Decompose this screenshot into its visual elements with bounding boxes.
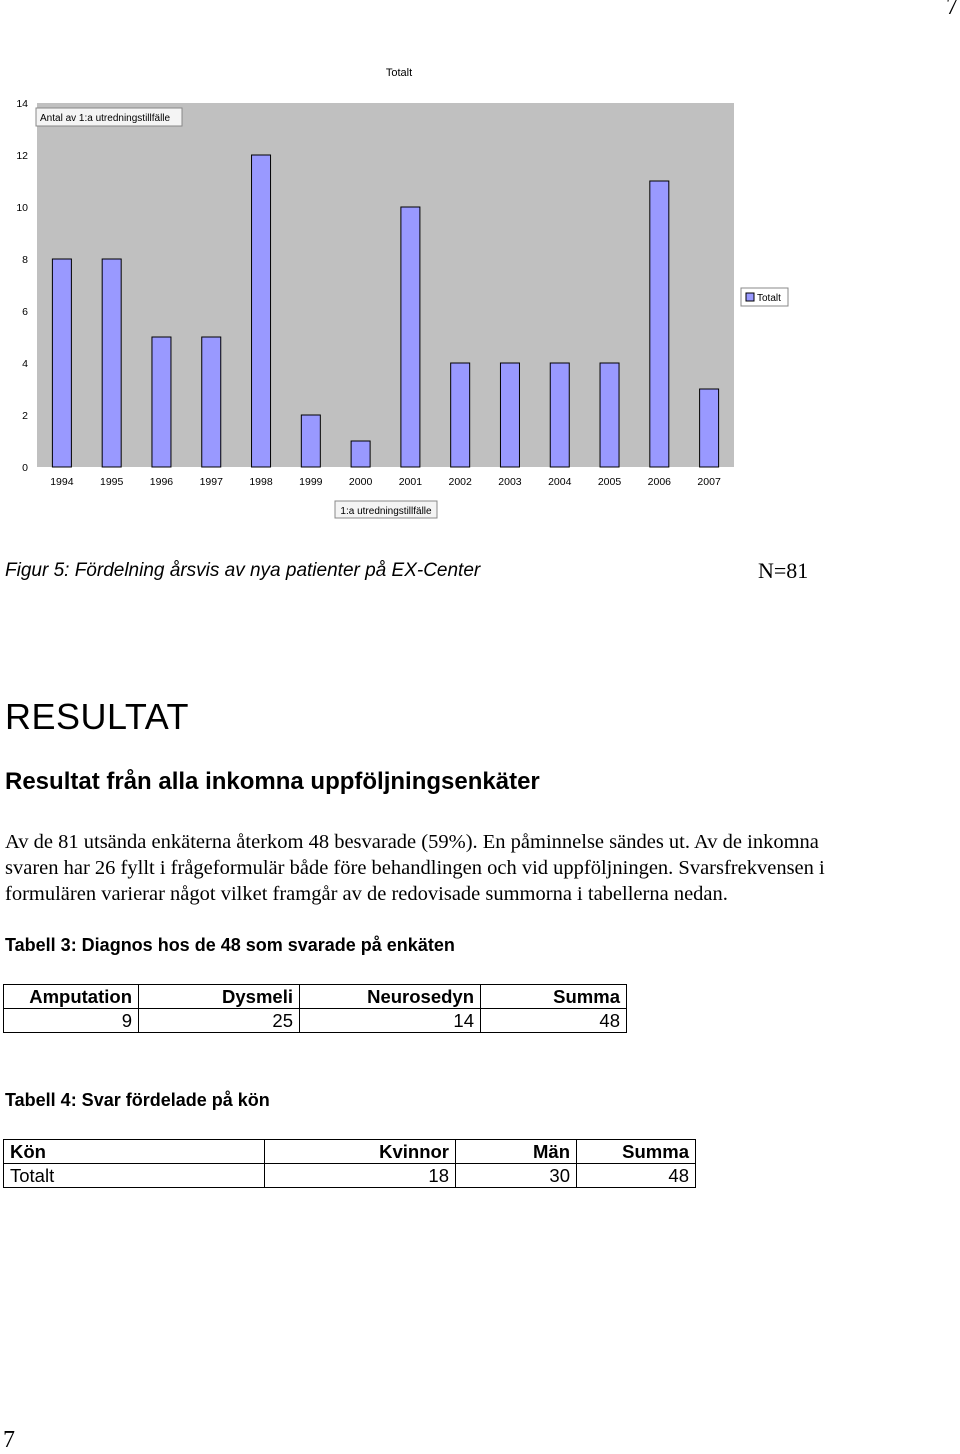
y-tick-label: 8 <box>22 254 28 266</box>
table-row <box>4 1164 696 1188</box>
plot-area <box>37 103 734 467</box>
table-header-cell: Kvinnor <box>265 1140 456 1164</box>
table3 <box>3 984 627 1033</box>
bar <box>451 363 470 467</box>
table-cell: 14 <box>300 1009 481 1033</box>
x-tick-label: 1995 <box>99 476 124 488</box>
bar <box>500 363 519 467</box>
paragraph-line: svaren har 26 fyllt i frågeformulär både före behandlingen och vid uppföljningen. Svarsfrekvensen i <box>5 857 825 879</box>
bar <box>401 207 420 467</box>
table-cell: Totalt <box>4 1164 265 1188</box>
x-tick-label: 2001 <box>398 476 423 488</box>
table4 <box>3 1139 696 1188</box>
field-button-label: Antal av 1:a utredningstillfälle <box>40 113 171 124</box>
bar <box>102 259 121 467</box>
section-subheading: Resultat från alla inkomna uppföljningsenkäter <box>5 768 540 795</box>
table-header-cell: Män <box>456 1140 577 1164</box>
page-number-top: 7 <box>946 0 958 20</box>
table-cell: 30 <box>456 1164 577 1188</box>
bar <box>301 415 320 467</box>
table-header-cell: Dysmeli <box>139 985 300 1009</box>
table-header-cell: Neurosedyn <box>300 985 481 1009</box>
legend-label: Totalt <box>757 293 781 304</box>
table-cell: 18 <box>265 1164 456 1188</box>
paragraph-line: Av de 81 utsända enkäterna återkom 48 besvarade (59%). En påminnelse sändes ut. Av de inkomna <box>5 831 819 853</box>
bar <box>700 389 719 467</box>
x-tick-label: 2006 <box>647 476 672 488</box>
table-cell: 48 <box>577 1164 696 1188</box>
bar <box>252 155 271 467</box>
legend-swatch <box>746 293 754 301</box>
results-paragraph <box>5 829 945 907</box>
bar <box>650 181 669 467</box>
bar <box>550 363 569 467</box>
bar <box>202 337 221 467</box>
page-number-bottom: 7 <box>3 1427 15 1453</box>
paragraph-line: formulären varierar något vilket framgår av de redovisade summorna i tabellerna nedan. <box>5 883 728 905</box>
x-tick-label: 2005 <box>597 476 622 488</box>
section-heading: RESULTAT <box>5 696 190 737</box>
y-tick-label: 14 <box>16 98 28 110</box>
y-tick-label: 2 <box>22 410 28 422</box>
x-tick-label: 2003 <box>498 476 522 488</box>
x-tick-label: 2000 <box>348 476 373 488</box>
figure-caption: Figur 5: Fördelning årsvis av nya patienter på EX-Center <box>5 560 481 581</box>
table-header-cell: Summa <box>577 1140 696 1164</box>
bar-chart <box>0 55 960 525</box>
bar <box>600 363 619 467</box>
y-tick-label: 6 <box>22 306 28 318</box>
bar <box>52 259 71 467</box>
x-tick-label: 1997 <box>199 476 223 488</box>
x-tick-label: 2007 <box>697 476 721 488</box>
table-row <box>4 1140 696 1164</box>
y-tick-label: 10 <box>16 202 28 214</box>
x-axis-label: 1:a utredningstillfälle <box>340 506 432 517</box>
x-tick-label: 2002 <box>448 476 472 488</box>
bar <box>351 441 370 467</box>
table-row <box>4 985 627 1009</box>
table-header-cell: Kön <box>4 1140 265 1164</box>
table4-title: Tabell 4: Svar fördelade på kön <box>5 1090 270 1110</box>
x-tick-label: 1994 <box>50 476 74 488</box>
figure-n-label: N=81 <box>758 558 809 583</box>
table3-title: Tabell 3: Diagnos hos de 48 som svarade på enkäten <box>5 935 455 955</box>
table-cell: 9 <box>4 1009 139 1033</box>
table-header-cell: Amputation <box>4 985 139 1009</box>
table-cell: 25 <box>139 1009 300 1033</box>
bar <box>152 337 171 467</box>
x-tick-label: 1998 <box>249 476 273 488</box>
chart-title: Totalt <box>385 67 413 79</box>
table-header-cell: Summa <box>481 985 627 1009</box>
table-row <box>4 1009 627 1033</box>
y-tick-label: 0 <box>22 462 28 474</box>
table-cell: 48 <box>481 1009 627 1033</box>
x-tick-label: 2004 <box>548 476 572 488</box>
x-tick-label: 1999 <box>299 476 323 488</box>
y-tick-label: 4 <box>22 358 28 370</box>
y-tick-label: 12 <box>16 150 28 162</box>
x-tick-label: 1996 <box>149 476 174 488</box>
